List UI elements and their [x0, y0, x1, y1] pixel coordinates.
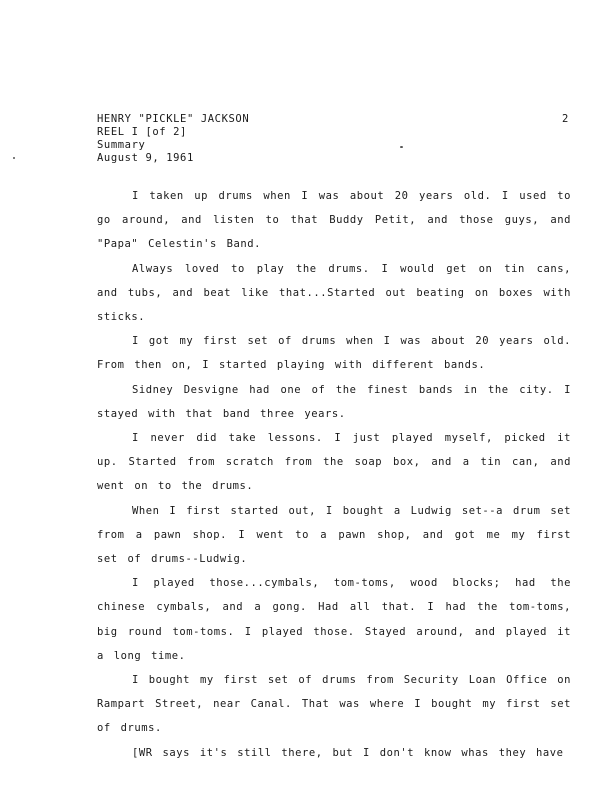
reel-label: REEL I [of 2] [97, 126, 187, 138]
scan-speck [13, 157, 15, 159]
paragraph: [WR says it's still there, but I don't know whas they have [132, 746, 564, 759]
paragraph: Always loved to play the drums. I would get on tin cans, and tubs, and beat like that...Started out beating on boxes with sticks. [97, 262, 571, 324]
paragraph: Sidney Desvigne had one of the finest bands in the city. I stayed with that band three years. [97, 383, 571, 420]
paragraph: I got my first set of drums when I was about 20 years old. From then on, I started playing with different bands. [97, 335, 571, 372]
paragraph: I played those...cymbals, tom-toms, wood blocks; had the chinese cymbals, and a gong. Had all that. I had the tom-toms, big round tom-toms. I played those. Stayed around, and played it a long time. [97, 577, 571, 662]
page-number: 2 [562, 113, 569, 125]
paragraph: I taken up drums when I was about 20 years old. I used to go around, and listen to that Buddy Petit, and those guys, and "Papa" Celestin's Band. [97, 190, 571, 251]
paragraph: I never did take lessons. I just played myself, picked it up. Started from scratch from the soap box, and a tin can, and went on to the drums. [97, 432, 571, 493]
scan-speck [400, 146, 403, 148]
transcript-body [97, 184, 571, 765]
interviewee-name: HENRY "PICKLE" JACKSON [97, 113, 250, 125]
document-type: Summary [97, 139, 146, 151]
paragraph: I bought my first set of drums from Security Loan Office on Rampart Street, near Canal. That was where I bought my first set of drums. [97, 674, 571, 735]
document-header [97, 113, 249, 165]
interview-date: August 9, 1961 [97, 152, 194, 164]
paragraph: When I first started out, I bought a Ludwig set--a drum set from a pawn shop. I went to a pawn shop, and got me my first set of drums--Ludwig. [97, 504, 571, 566]
